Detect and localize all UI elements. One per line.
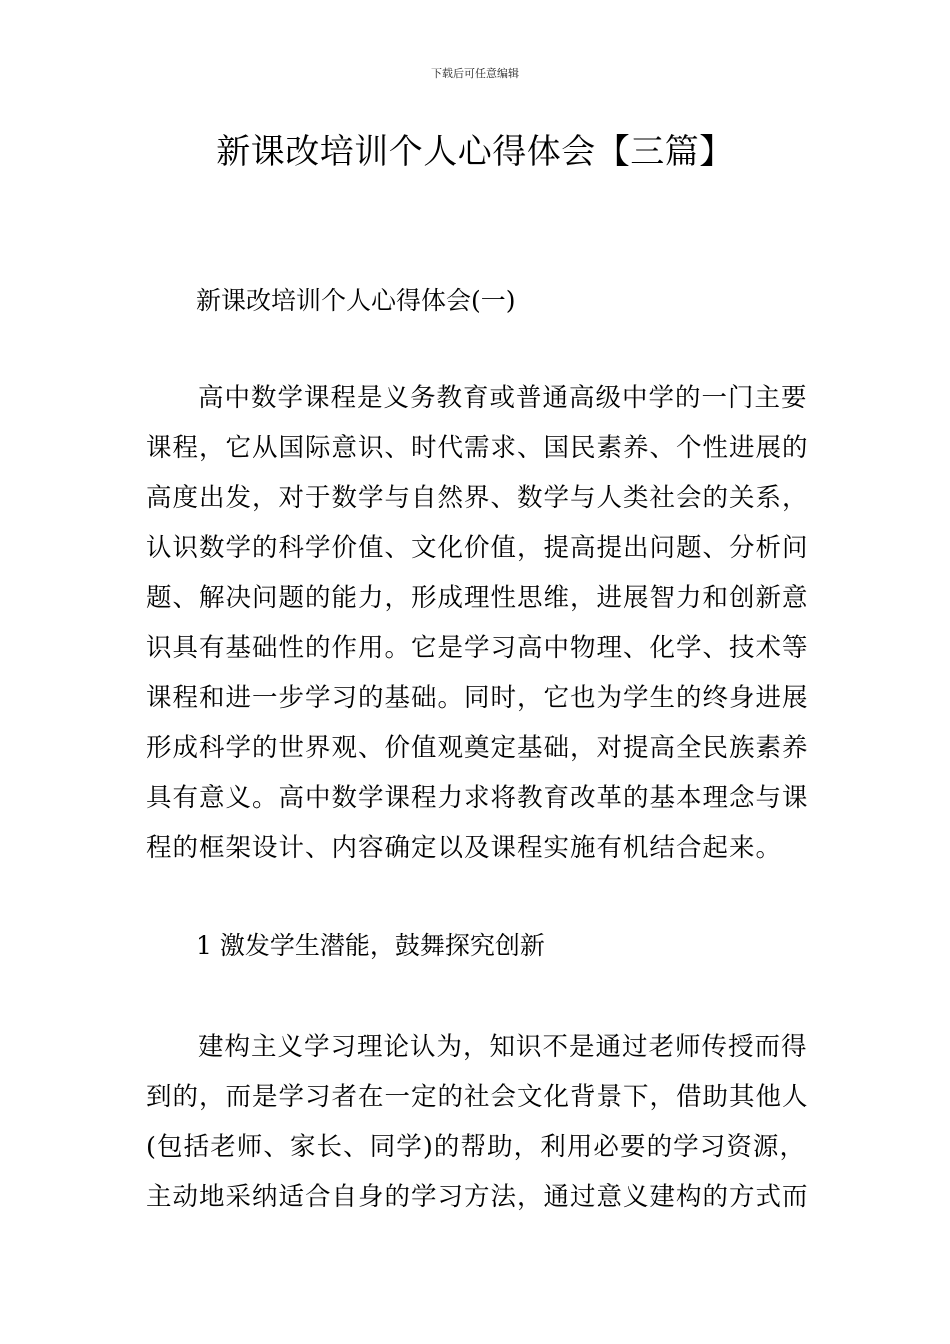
paragraph-line: 高中数学课程是义务教育或普通高级中学的一门主要 bbox=[198, 383, 808, 413]
paragraph-line: 建构主义学习理论认为，知识不是通过老师传授而得 bbox=[198, 1032, 808, 1062]
paragraph-line: 课程，它从国际意识、时代需求、国民素养、个性进展的 bbox=[146, 433, 809, 463]
subheading: 1 激发学生潜能，鼓舞探究创新 bbox=[196, 931, 545, 960]
paragraph-line: 课程和进一步学习的基础。同时，它也为学生的终身进展 bbox=[146, 683, 809, 713]
paragraph-line: 认识数学的科学价值、文化价值，提高提出问题、分析问 bbox=[146, 533, 809, 563]
paragraph-line: 到的，而是学习者在一定的社会文化背景下，借助其他人 bbox=[146, 1082, 809, 1112]
paragraph-line: 形成科学的世界观、价值观奠定基础，对提高全民族素养 bbox=[146, 733, 809, 763]
paragraph-line: (包括老师、家长、同学)的帮助，利用必要的学习资源， bbox=[146, 1132, 806, 1162]
document-title: 新课改培训个人心得体会【三篇】 bbox=[216, 132, 734, 172]
paragraph-line: 具有意义。高中数学课程力求将教育改革的基本理念与课 bbox=[146, 783, 809, 813]
section-heading: 新课改培训个人心得体会(一) bbox=[196, 286, 516, 315]
paragraph-line: 程的框架设计、内容确定以及课程实施有机结合起来。 bbox=[146, 833, 783, 863]
paragraph bbox=[146, 1022, 809, 1222]
header-note: 下载后可任意编辑 bbox=[431, 67, 519, 80]
paragraph bbox=[146, 373, 809, 873]
paragraph-line: 高度出发，对于数学与自然界、数学与人类社会的关系， bbox=[146, 483, 809, 513]
paragraph-line: 主动地采纳适合自身的学习方法，通过意义建构的方式而 bbox=[146, 1182, 809, 1212]
paragraph-line: 题、解决问题的能力，形成理性思维，进展智力和创新意 bbox=[146, 583, 809, 613]
paragraph-line: 识具有基础性的作用。它是学习高中物理、化学、技术等 bbox=[146, 633, 809, 663]
